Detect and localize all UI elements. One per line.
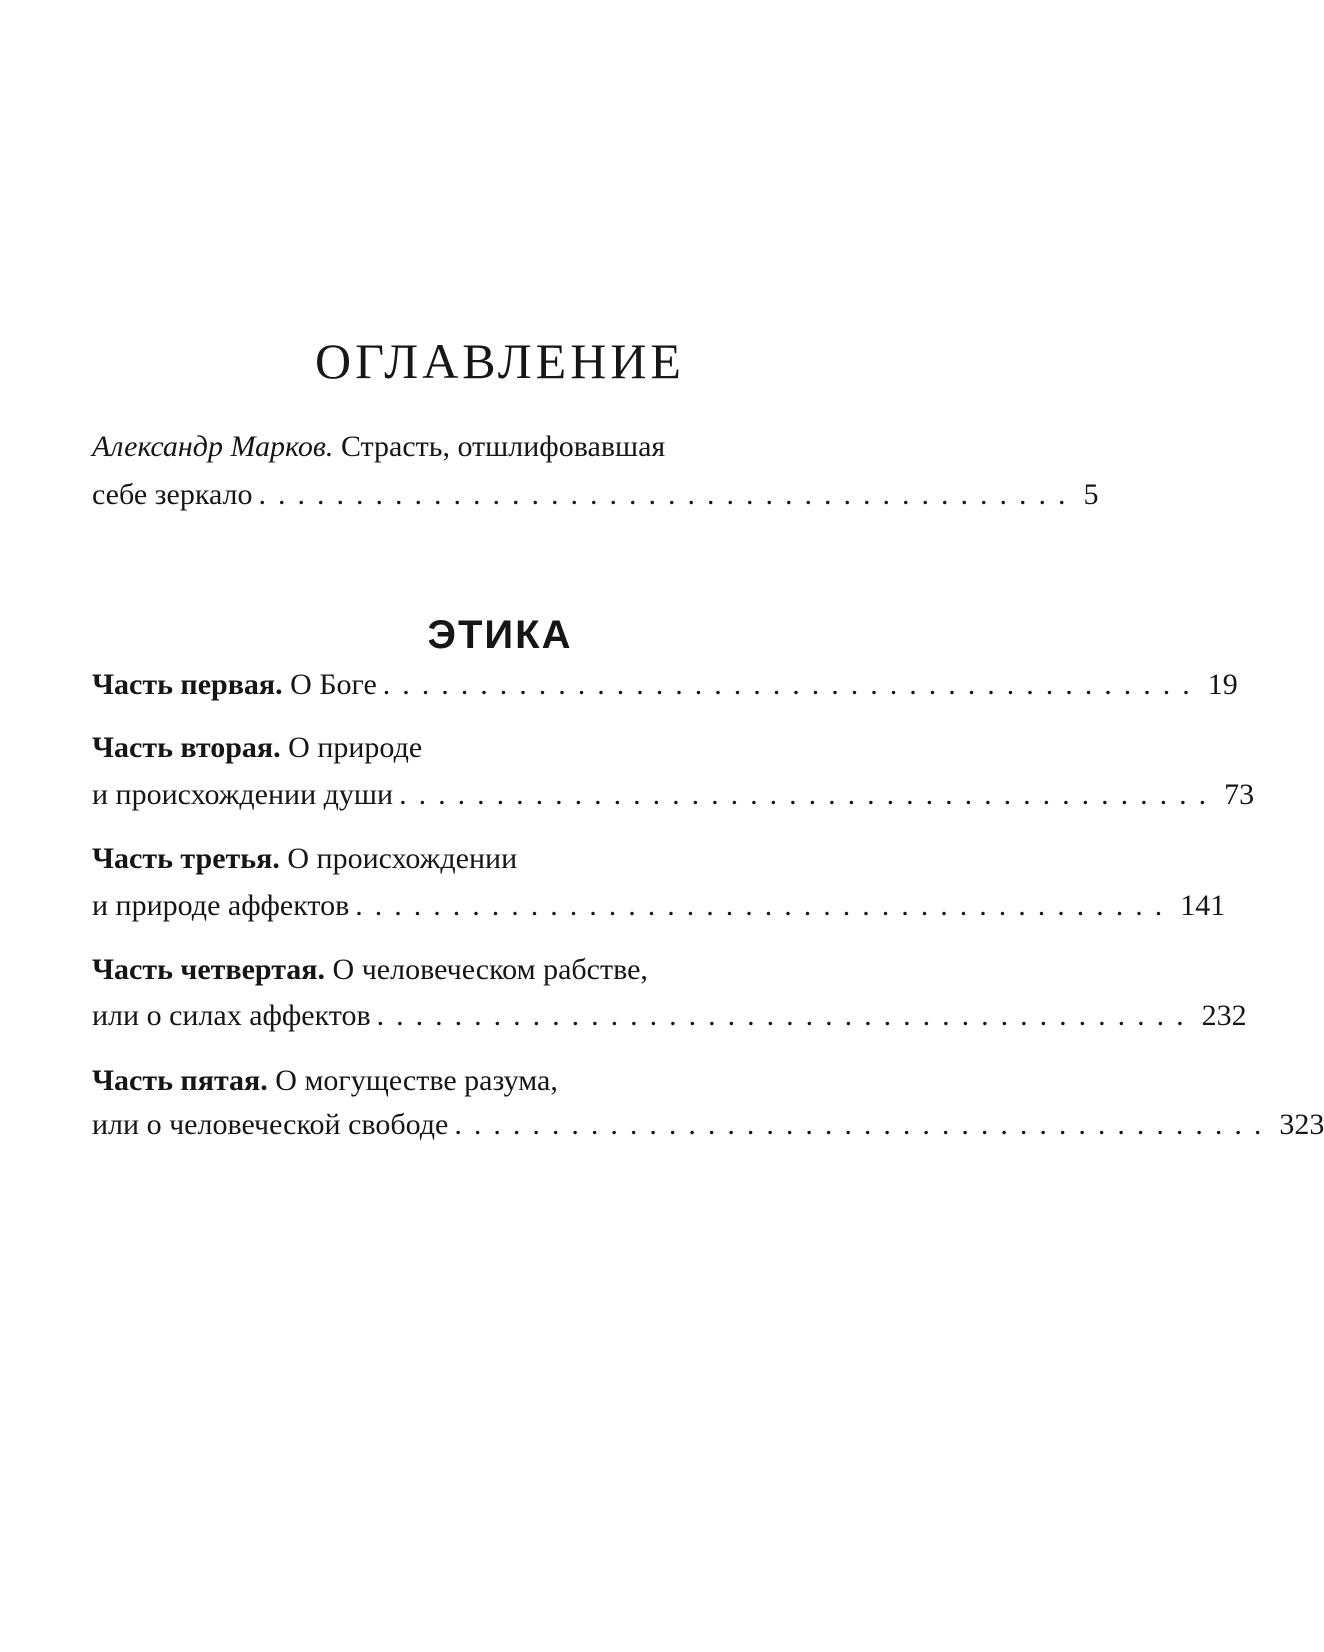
part-3-label: Часть третья. [92, 842, 280, 875]
toc-entry-part-2-line2 [92, 778, 1255, 811]
part-5-line1: О могуществе разума, [275, 1064, 558, 1097]
intro-entry-line2 [92, 478, 1099, 511]
section-title: ЭТИКА [427, 613, 573, 657]
part-2-line1: О природе [288, 731, 423, 764]
intro-author: Александр Марков. [92, 430, 334, 463]
part-1-label: Часть первая. [92, 668, 283, 701]
part-4-line1: О человеческом рабстве, [332, 953, 648, 986]
part-1-page-number: 19 [1207, 668, 1238, 701]
part-4-label: Часть четвертая. [92, 953, 326, 986]
part-5-label: Часть пятая. [92, 1064, 268, 1097]
toc-entry-part-5-line1 [92, 1066, 558, 1096]
toc-entry-part-4-line2 [92, 999, 1247, 1032]
part-3-page-number: 141 [1180, 889, 1226, 922]
intro-title-line1: Страсть, отшлифовавшая [340, 430, 666, 463]
toc-entry-part-2-line1 [92, 733, 422, 763]
part-3-line1: О происхождении [287, 842, 518, 875]
toc-entry-part-5-line2 [92, 1108, 1324, 1141]
toc-entry-part-3-line1 [92, 844, 517, 874]
leader-dots: .......................................... [376, 999, 1196, 1032]
part-1-title [92, 670, 377, 700]
intro-title-line2: себе зеркало [92, 478, 253, 511]
intro-page-number: 5 [1083, 478, 1099, 511]
part-4-page-number: 232 [1201, 999, 1247, 1032]
leader-dots: .......................................... [399, 778, 1219, 811]
toc-entry-part-3-line2 [92, 889, 1226, 922]
part-2-page-number: 73 [1224, 778, 1255, 811]
part-1-line1: О Боге [290, 668, 377, 701]
part-5-line2: или о человеческой свободе [92, 1108, 449, 1141]
part-4-line2: или о силах аффектов [92, 999, 371, 1032]
leader-dots: .......................................... [382, 668, 1202, 701]
intro-entry-line1 [92, 432, 665, 462]
part-5-page-number: 323 [1279, 1108, 1324, 1141]
leader-dots: .......................................... [258, 478, 1078, 511]
part-2-line2: и происхождении души [92, 778, 394, 811]
leader-dots: .......................................... [355, 889, 1175, 922]
part-3-line2: и природе аффектов [92, 889, 350, 922]
toc-entry-part-4-line1 [92, 955, 648, 985]
leader-dots: .......................................... [454, 1108, 1274, 1141]
part-2-label: Часть вторая. [92, 731, 281, 764]
toc-entry-part-1 [92, 668, 1238, 701]
page-title: ОГЛАВЛЕНИЕ [315, 333, 685, 389]
